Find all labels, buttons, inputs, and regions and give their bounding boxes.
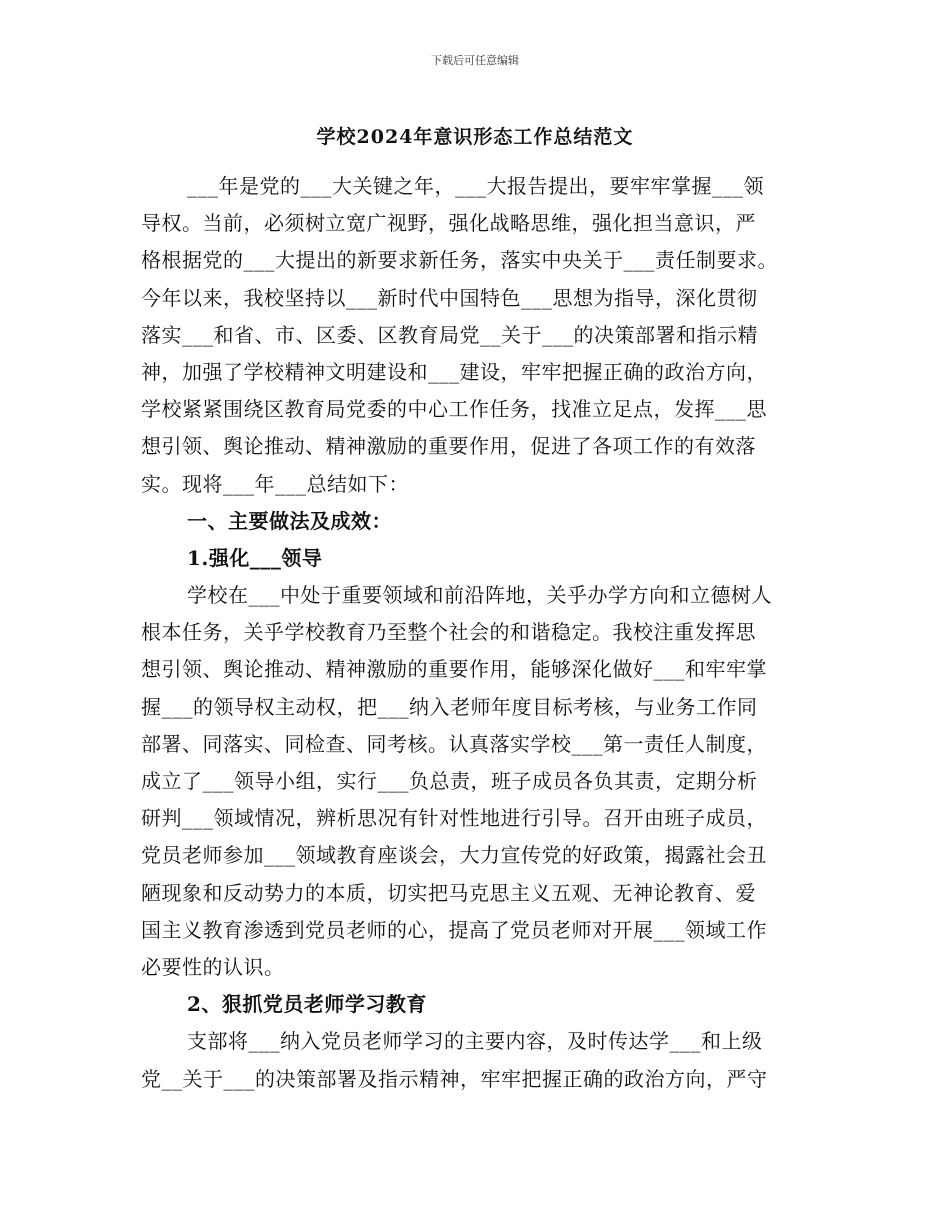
body-line: 部署、同落实、同检查、同考核。认真落实学校___第一责任人制度，	[141, 731, 767, 756]
body-line: 国主义教育渗透到党员老师的心，提高了党员老师对开展___领域工作	[141, 917, 767, 942]
body-line: 导权。当前，必须树立宽广视野，强化战略思维，强化担当意识，严	[141, 211, 756, 236]
body-line: 握___的领导权主动权，把___纳入老师年度目标考核，与业务工作同	[141, 694, 758, 719]
body-line: 必要性的认识。	[141, 954, 285, 979]
body-line: 实。现将___年___总结如下：	[141, 471, 409, 496]
body-line: 神，加强了学校精神文明建设和___建设，牢牢把握正确的政治方向，	[141, 359, 767, 384]
section-heading: 2、狠抓党员老师学习教育	[187, 992, 427, 1017]
body-line: 落实___和省、市、区委、区教育局党__关于___的决策部署和指示精	[141, 322, 758, 347]
document-body	[141, 168, 821, 1098]
body-line: 学校在___中处于重要领域和前沿阵地，关乎办学方向和立德树人	[187, 583, 772, 608]
body-line: 党__关于___的决策部署及指示精神，牢牢把握正确的政治方向，严守	[141, 1066, 768, 1091]
body-line: 今年以来，我校坚持以___新时代中国特色___思想为指导，深化贯彻	[141, 285, 758, 310]
header-note: 下载后可任意编辑	[431, 54, 519, 67]
body-line: 党员老师参加___领域教育座谈会，大力宣传党的好政策，揭露社会丑	[141, 843, 767, 868]
body-line: 成立了___领导小组，实行___负总责，班子成员各负其责，定期分析	[141, 769, 758, 793]
body-line: 学校紧紧围绕区教育局党委的中心工作任务，找准立足点，发挥___思	[141, 397, 767, 422]
body-line: 支部将___纳入党员老师学习的主要内容，及时传达学___和上级	[187, 1029, 763, 1054]
document-title: 学校2024年意识形态工作总结范文	[316, 126, 634, 148]
body-line: 研判___领域情况，辨析思况有针对性地进行引导。召开由班子成员，	[141, 806, 767, 831]
body-line: 想引领、舆论推动、精神激励的重要作用，促进了各项工作的有效落	[141, 434, 756, 459]
body-line: 根本任务，关乎学校教育乃至整个社会的和谐稳定。我校注重发挥思	[141, 620, 756, 645]
body-line: ___年是党的___大关键之年，___大报告提出，要牢牢掌握___领	[187, 174, 764, 198]
body-line: 陋现象和反动势力的本质，切实把马克思主义五观、无神论教育、爱	[141, 880, 756, 905]
section-heading: 1.强化___领导	[187, 545, 323, 570]
body-line: 想引领、舆论推动、精神激励的重要作用，能够深化做好___和牢牢掌	[141, 657, 767, 682]
body-line: 格根据党的___大提出的新要求新任务，落实中央关于___责任制要求。	[141, 248, 778, 273]
section-heading: 一、主要做法及成效：	[187, 508, 392, 533]
